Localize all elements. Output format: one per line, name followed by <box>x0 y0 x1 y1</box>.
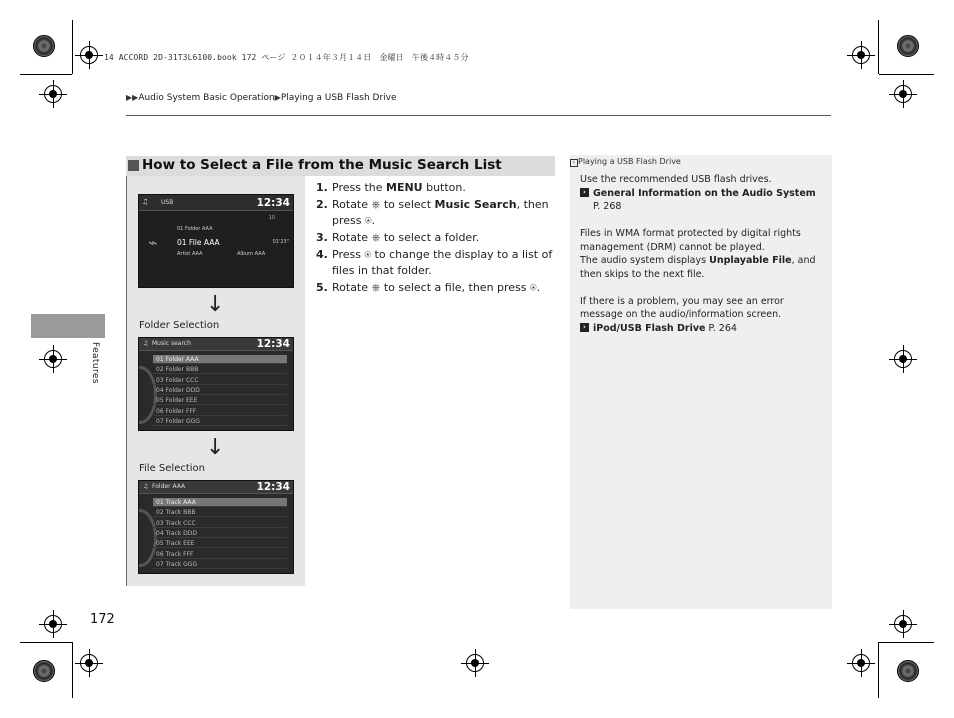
screen-clock: 12:34 <box>256 338 290 350</box>
breadcrumb <box>126 93 397 103</box>
screen-title: Folder AAA <box>152 483 186 490</box>
crop-line <box>20 642 72 643</box>
crop-target <box>80 46 98 64</box>
list-item[interactable]: 07 Track GGG <box>153 560 287 569</box>
file-selection-caption: File Selection <box>139 463 205 474</box>
list-item[interactable]: 04 Folder DDD <box>153 386 287 395</box>
note-panel <box>570 155 832 609</box>
crop-target <box>852 654 870 672</box>
crop-line <box>72 642 73 698</box>
crop-target <box>894 615 912 633</box>
note-title: › Playing a USB Flash Drive <box>570 157 681 167</box>
page-number: 172 <box>90 612 115 627</box>
procedure-steps <box>316 180 554 297</box>
header-rule <box>126 115 831 116</box>
breadcrumb-level2: Playing a USB Flash Drive <box>280 93 397 103</box>
list-item[interactable]: 03 Track CCC <box>153 519 287 528</box>
rotate-dial-icon: ⎈ <box>371 231 381 244</box>
list-item[interactable]: 04 Track DDD <box>153 529 287 538</box>
crop-target <box>894 85 912 103</box>
breadcrumb-arrow-icon: ▶▶ <box>126 93 139 102</box>
list-item[interactable]: 05 Folder EEE <box>153 396 287 405</box>
crop-line <box>20 74 72 75</box>
step-1: 1. Press the MENU button. <box>316 181 466 194</box>
crop-line <box>878 20 879 74</box>
registration-disc <box>33 35 55 57</box>
list-item[interactable]: 02 Track BBB <box>153 508 287 517</box>
crop-target <box>44 85 62 103</box>
list-item[interactable]: 06 Folder FFF <box>153 407 287 416</box>
note-body <box>580 173 826 335</box>
note-line: If there is a problem, you may see an error message on the audio/information screen. <box>580 295 784 320</box>
note-link-ipod-usb[interactable]: › iPod/USB Flash Drive P. 264 <box>580 322 826 336</box>
note-link-general-info[interactable]: › General Information on the Audio System P. 268 <box>580 187 826 214</box>
list-item[interactable]: 01 Folder AAA <box>153 355 287 364</box>
music-note-icon: ♫ <box>143 483 149 490</box>
rotate-dial-icon: ⎈ <box>371 198 381 211</box>
crop-target <box>44 615 62 633</box>
cross-reference-icon: › <box>580 323 589 332</box>
registration-disc <box>897 35 919 57</box>
screen-clock: 12:34 <box>256 197 290 209</box>
screen-title: USB <box>161 199 174 206</box>
list-item[interactable]: 03 Folder CCC <box>153 376 287 385</box>
elapsed-time: 01'23" <box>272 239 289 245</box>
breadcrumb-arrow-icon: ▶ <box>274 93 281 102</box>
music-note-icon: ♫ <box>143 340 149 347</box>
screen-clock: 12:34 <box>256 481 290 493</box>
screen-title-bar <box>139 338 293 351</box>
crop-line <box>879 642 934 643</box>
press-dial-icon: ⍟ <box>364 248 372 261</box>
screen-title-bar <box>139 195 293 211</box>
crop-line <box>72 20 73 74</box>
crop-target <box>466 654 484 672</box>
folder-selection-caption: Folder Selection <box>139 320 220 331</box>
registration-disc <box>897 660 919 682</box>
step-4: 4. Press ⍟ to change the display to a list of files in that folder. <box>316 248 553 277</box>
side-tab <box>31 314 105 338</box>
crop-target <box>894 350 912 368</box>
step-2: 2. Rotate ⎈ to select Music Search, then press ⍟. <box>316 198 549 227</box>
folder-line: 01 Folder AAA <box>177 226 213 232</box>
usb-screen <box>138 194 294 288</box>
section-heading <box>126 156 555 176</box>
note-line: Files in WMA format protected by digital rights management (DRM) cannot be played. <box>580 228 801 253</box>
track-number: 10 <box>268 215 275 221</box>
crop-line <box>878 642 879 698</box>
down-arrow-icon: ↓ <box>206 292 225 317</box>
step-5: 5. Rotate ⎈ to select a file, then press ⍟. <box>316 281 541 294</box>
press-dial-icon: ⍟ <box>530 281 537 294</box>
press-dial-icon: ⍟ <box>365 214 372 227</box>
note-reference-icon: › <box>570 159 578 167</box>
side-label: Features <box>90 342 100 384</box>
crop-target <box>852 46 870 64</box>
usb-icon: ⌁ <box>148 233 158 252</box>
screen-title-bar <box>139 481 293 494</box>
list-item[interactable]: 01 Track AAA <box>153 498 287 507</box>
breadcrumb-level1: Audio System Basic Operation <box>138 93 275 103</box>
music-note-icon: ♫ <box>142 198 149 206</box>
down-arrow-icon: ↓ <box>206 435 225 460</box>
file-header: 14 ACCORD 2D-31T3L6100.book 172 ページ ２０１４年３月１４日 金曜日 午後４時４５分 <box>104 53 469 62</box>
artist-line: Artist AAA <box>177 251 203 257</box>
section-title: How to Select a File from the Music Search List <box>142 157 502 173</box>
album-line: Album AAA <box>237 251 266 257</box>
crop-target <box>44 350 62 368</box>
list-item[interactable]: 05 Track EEE <box>153 539 287 548</box>
list-item[interactable]: 02 Folder BBB <box>153 365 287 374</box>
note-line: Use the recommended USB flash drives. <box>580 174 772 185</box>
crop-target <box>80 654 98 672</box>
list-item[interactable]: 06 Track FFF <box>153 550 287 559</box>
heading-square-icon <box>128 160 139 171</box>
registration-disc <box>33 660 55 682</box>
step-3: 3. Rotate ⎈ to select a folder. <box>316 231 480 244</box>
rotate-dial-icon: ⎈ <box>371 281 381 294</box>
note-line: The audio system displays Unplayable File, and then skips to the next file. <box>580 255 816 280</box>
list-item[interactable]: 07 Folder GGG <box>153 417 287 426</box>
folder-selection-screen <box>138 337 294 431</box>
cross-reference-icon: › <box>580 188 589 197</box>
file-selection-screen <box>138 480 294 574</box>
file-line: 01 File AAA <box>177 238 220 247</box>
screen-title: Music search <box>152 340 191 347</box>
crop-line <box>879 74 934 75</box>
